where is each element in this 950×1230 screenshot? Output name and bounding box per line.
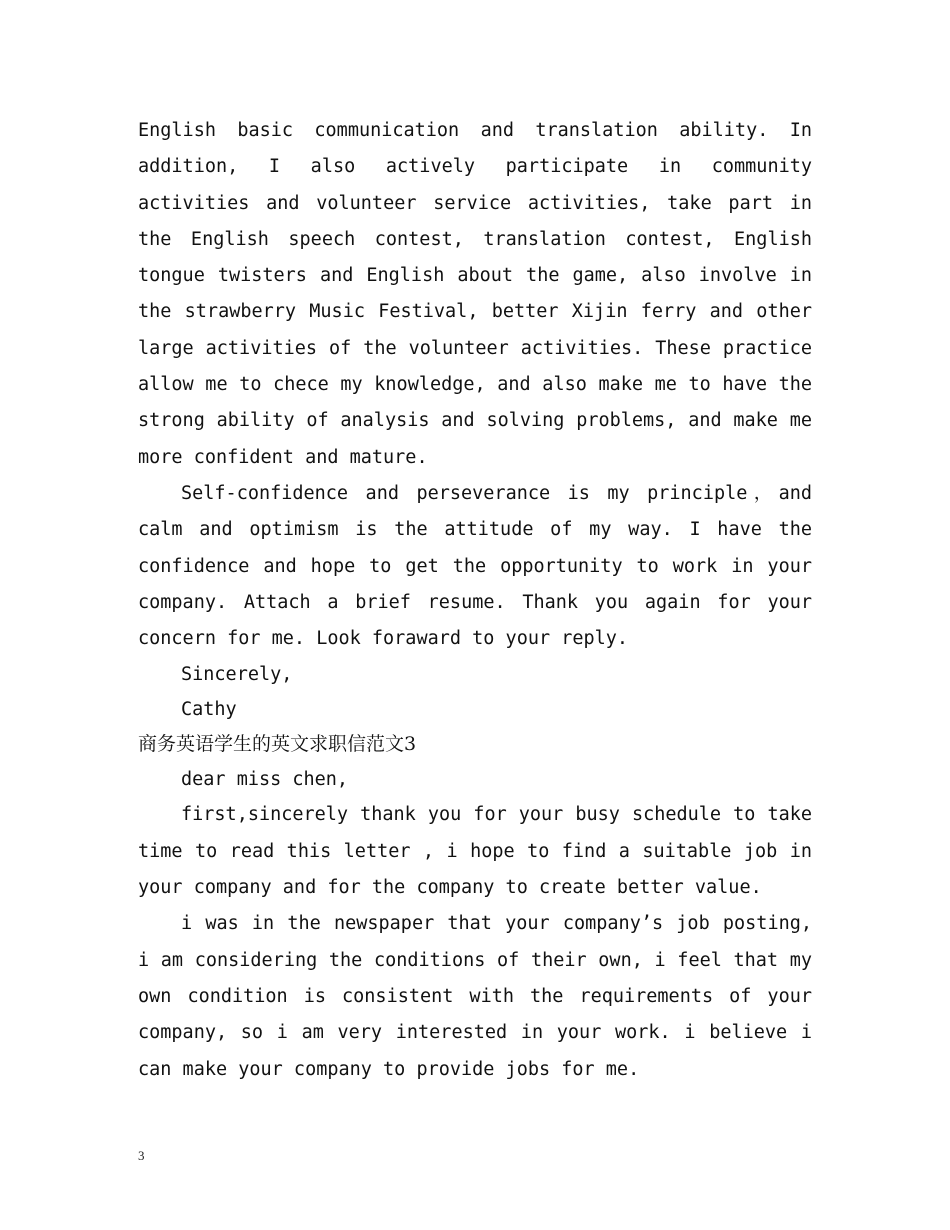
signature-line: Cathy	[181, 699, 237, 721]
closing-line: Sincerely,	[181, 664, 293, 686]
page-number: 3	[138, 1148, 145, 1163]
document-body	[138, 113, 812, 1088]
paragraph-thanks: first,sincerely thank you for your busy schedule to take time to read this letter , i hope to find a suitable job in your company and for the company to create better value.	[138, 804, 812, 899]
paragraph-confidence: Self-confidence and perseverance is my principle，and calm and optimism is the attitude of my way. I have the confidence and hope to get the opportunity to work in your company. Attach a brief resume. Thank you again for your concern for me. Look foraward to your reply.	[138, 482, 812, 650]
paragraph-interest: i was in the newspaper that your company’s job posting, i am considering the conditions of their own, i feel that my own condition is consistent with the requirements of your company, so i am very interested in your work. i believe i can make your company to provide jobs for me.	[138, 913, 812, 1080]
paragraph-skills: English basic communication and translation ability. In addition, I also actively participate in community activities and volunteer service activities, take part in the English speech contest, translation contest, English tongue twisters and English about the game, also involve in the strawberry Music Festival, better Xijin ferry and other large activities of the volunteer activities. These practice allow me to chece my knowledge, and also make me to have the strong ability of analysis and solving problems, and make me more confident and mature.	[138, 120, 812, 468]
salutation-line: dear miss chen,	[181, 769, 349, 791]
section-heading: 商务英语学生的英文求职信范文3	[138, 733, 417, 756]
